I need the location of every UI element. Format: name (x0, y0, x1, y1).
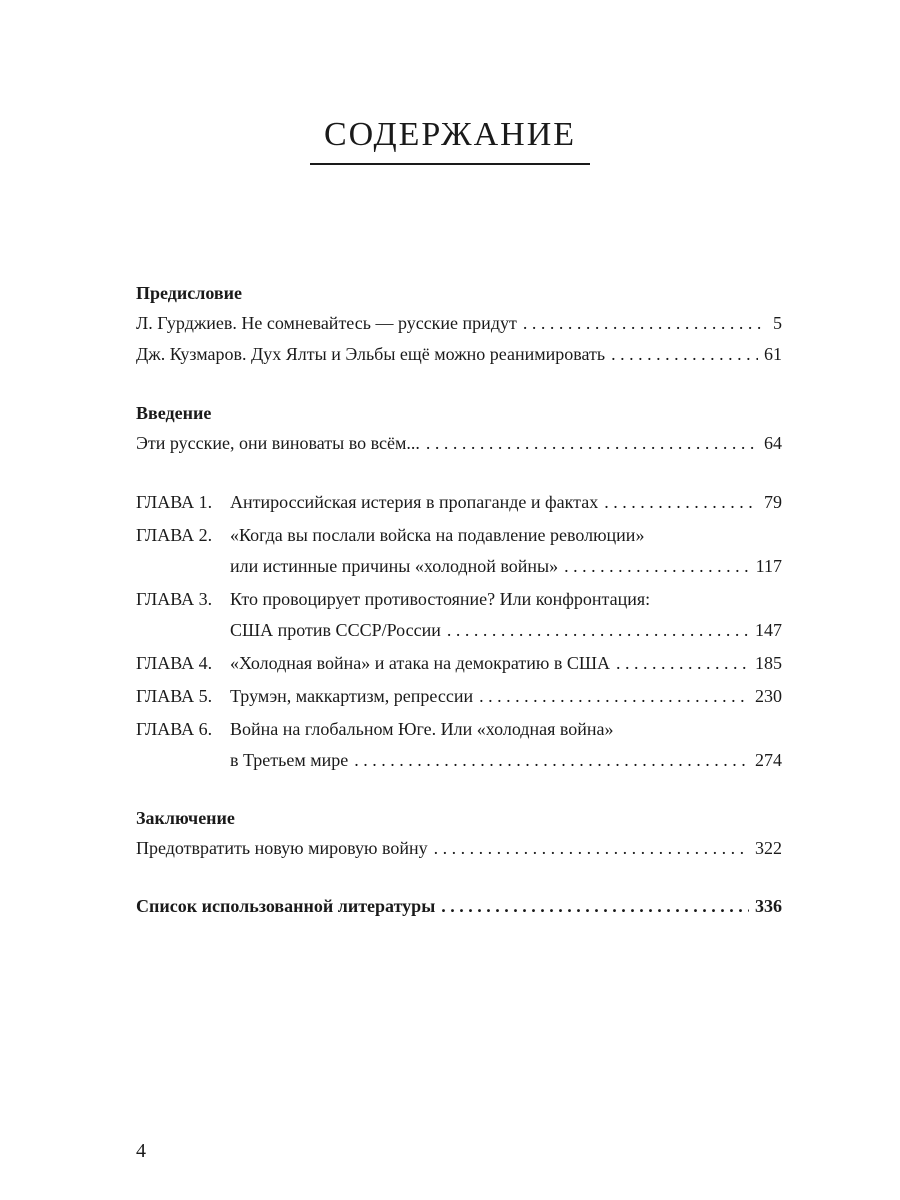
entry-page: 322 (755, 838, 782, 858)
entry-page: 64 (764, 433, 782, 453)
entry-text: в Третьем мире (230, 750, 349, 770)
dot-leader (611, 339, 758, 370)
entry-text: Л. Гурджиев. Не сомневайтесь — русские придут (136, 313, 517, 333)
dot-leader (447, 615, 749, 646)
dot-leader (523, 308, 767, 339)
entry-text: Эти русские, они виноваты во всём... (136, 433, 420, 453)
toc-entry-bibliography (136, 891, 782, 922)
page-number: 4 (136, 1140, 146, 1162)
entry-text: Предотвратить новую мировую войну (136, 838, 428, 858)
chapter-entry-4 (136, 648, 782, 679)
chapter-entry-2 (136, 520, 782, 582)
entry-page: 117 (755, 556, 782, 576)
title-block (0, 116, 900, 165)
dot-leader (479, 681, 749, 712)
chapter-label: ГЛАВА 5. (136, 686, 213, 706)
chapter-label: ГЛАВА 6. (136, 719, 213, 739)
section-heading-preface: Предисловие (136, 283, 242, 303)
toc-entry (136, 428, 782, 459)
entry-page: 185 (755, 653, 782, 673)
chapter-entry-6 (136, 714, 782, 776)
entry-page: 61 (764, 344, 782, 364)
dot-leader (564, 551, 750, 582)
entry-text: Антироссийская истерия в пропаганде и фактах (230, 492, 599, 512)
entry-page: 274 (755, 750, 782, 770)
dot-leader (441, 891, 749, 922)
entry-text: Трумэн, маккартизм, репрессии (230, 686, 474, 706)
entry-text: Список использованной литературы (136, 896, 436, 916)
entry-text: США против СССР/России (230, 620, 441, 640)
toc-entry (230, 745, 782, 776)
toc-entry (136, 308, 782, 339)
entry-page: 79 (764, 492, 782, 512)
section-heading-conclusion: Заключение (136, 808, 235, 828)
entry-page: 5 (773, 313, 782, 333)
table-of-contents (136, 278, 782, 922)
dot-leader (604, 487, 758, 518)
toc-entry (136, 339, 782, 370)
chapter-entry-1 (136, 487, 782, 518)
entry-page: 336 (755, 896, 782, 916)
toc-entry (230, 551, 782, 582)
toc-entry (136, 833, 782, 864)
entry-page: 147 (755, 620, 782, 640)
entry-text: или истинные причины «холодной войны» (230, 556, 559, 576)
toc-entry (230, 615, 782, 646)
toc-entry (230, 648, 782, 679)
dot-leader (616, 648, 749, 679)
chapter-label: ГЛАВА 1. (136, 492, 213, 512)
entry-text-line1: «Когда вы послали войска на подавление революции» (230, 525, 645, 545)
dot-leader (434, 833, 749, 864)
toc-entry (230, 681, 782, 712)
entry-text-line1: Кто провоцирует противостояние? Или конфронтация: (230, 589, 651, 609)
toc-entry (230, 487, 782, 518)
chapter-label: ГЛАВА 3. (136, 589, 213, 609)
entry-text-line1: Война на глобальном Юге. Или «холодная война» (230, 719, 614, 739)
dot-leader (426, 428, 758, 459)
page-title: СОДЕРЖАНИЕ (310, 116, 590, 165)
chapter-entry-3 (136, 584, 782, 646)
entry-page: 230 (755, 686, 782, 706)
chapter-label: ГЛАВА 2. (136, 525, 213, 545)
entry-text: «Холодная война» и атака на демократию в США (230, 653, 611, 673)
chapter-label: ГЛАВА 4. (136, 653, 213, 673)
chapter-entry-5 (136, 681, 782, 712)
entry-text: Дж. Кузмаров. Дух Ялты и Эльбы ещё можно реанимировать (136, 344, 606, 364)
section-heading-intro: Введение (136, 403, 212, 423)
dot-leader (354, 745, 749, 776)
